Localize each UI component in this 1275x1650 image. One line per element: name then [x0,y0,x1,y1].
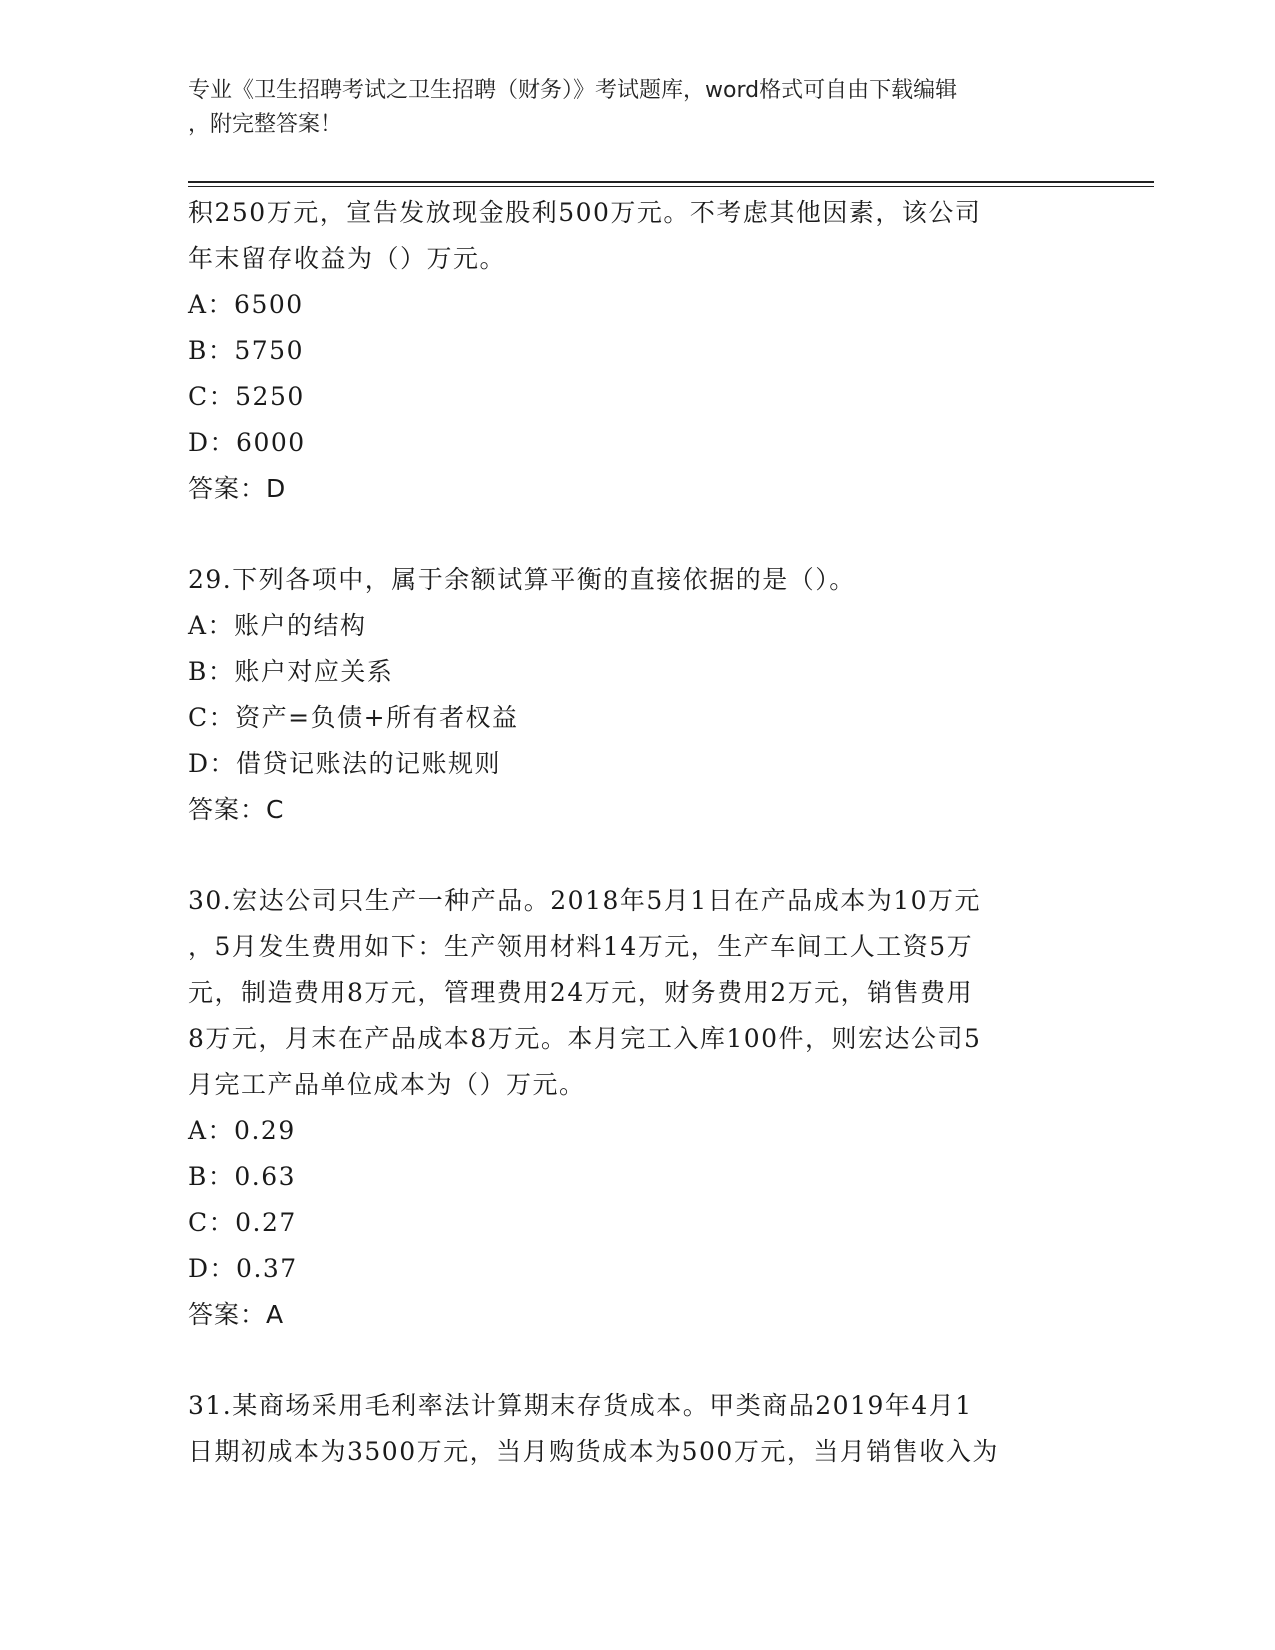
option-c: C：0.27 [188,1208,297,1237]
option-b: B：账户对应关系 [188,657,394,686]
option-c: C：5250 [188,382,305,411]
question-28 [188,190,1088,512]
question-stem-line: 29.下列各项中，属于余额试算平衡的直接依据的是（）。 [188,565,856,594]
option-a: A：账户的结构 [188,611,367,640]
question-stem-line: 积250万元，宣告发放现金股利500万元。不考虑其他因素，该公司 [188,198,982,227]
question-30 [188,878,1088,1338]
question-stem-line: ，5月发生费用如下：生产领用材料14万元，生产车间工人工资5万 [188,932,974,961]
option-a: A：6500 [188,290,304,319]
header-divider-thick [188,181,1154,183]
question-31 [188,1383,1088,1475]
option-d: D：6000 [188,428,306,457]
option-d: D：借贷记账法的记账规则 [188,749,502,778]
header-title: 专业《卫生招聘考试之卫生招聘（财务）》考试题库，word格式可自由下载编辑 [188,78,958,103]
header-subtitle: ，附完整答案！ [188,112,343,137]
answer-line: 答案：D [188,474,287,503]
option-d: D：0.37 [188,1254,298,1283]
option-a: A：0.29 [188,1116,296,1145]
question-stem-line: 30.宏达公司只生产一种产品。2018年5月1日在产品成本为10万元 [188,886,982,915]
question-stem-line: 31.某商场采用毛利率法计算期末存货成本。甲类商品2019年4月1 [188,1391,973,1420]
question-stem-line: 8万元，月末在产品成本8万元。本月完工入库100件，则宏达公司5 [188,1024,982,1053]
question-stem-line: 元，制造费用8万元，管理费用24万元，财务费用2万元，销售费用 [188,978,974,1007]
page-header [188,74,1068,142]
question-29 [188,557,1088,833]
answer-line: 答案：A [188,1300,285,1329]
option-b: B：5750 [188,336,304,365]
answer-line: 答案：C [188,795,285,824]
header-divider-thin [188,186,1154,187]
question-stem-line: 日期初成本为3500万元，当月购货成本为500万元，当月销售收入为 [188,1437,999,1466]
question-stem-line: 年末留存收益为（）万元。 [188,244,507,273]
option-c: C：资产=负债+所有者权益 [188,703,519,732]
question-stem-line: 月完工产品单位成本为（）万元。 [188,1070,586,1099]
option-b: B：0.63 [188,1162,297,1191]
question-list [188,190,1088,1475]
